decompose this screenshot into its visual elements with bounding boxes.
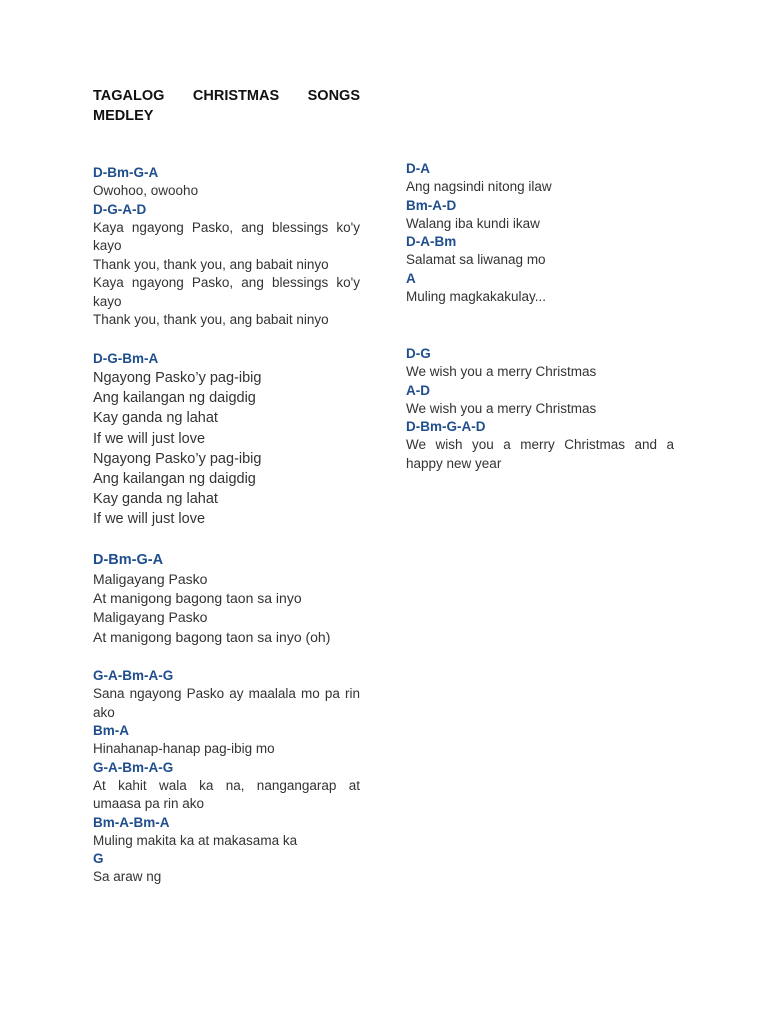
- lyric-line: Hinahanap-hanap pag-ibig mo: [93, 741, 275, 756]
- verse-block: [406, 160, 674, 306]
- chord-line: G-A-Bm-A-G: [93, 668, 174, 683]
- chord-line: Bm-A-D: [406, 197, 457, 213]
- lyric-line: Thank you, thank you, ang babait ninyo: [93, 256, 329, 272]
- chord-line: D-G: [406, 346, 431, 361]
- lyric-line: At kahit wala ka na, nangangarap at umaasa pa rin ako: [93, 777, 360, 811]
- chord-line: Bm-A-Bm-A: [93, 814, 170, 830]
- verse-block: [93, 164, 360, 330]
- lyric-line: We wish you a merry Christmas: [406, 364, 597, 379]
- chord-line: D-Bm-G-A: [93, 165, 159, 180]
- lyric-line: Thank you, thank you, ang babait ninyo: [93, 312, 329, 327]
- lyric-line: Ang nagsindi nitong ilaw: [406, 179, 552, 194]
- verse-block: [93, 667, 360, 887]
- lyric-line: Sa araw ng: [93, 869, 162, 884]
- verse-block: [93, 550, 360, 647]
- chord-line: D-Bm-G-A: [93, 552, 164, 568]
- chord-line: D-G-Bm-A: [93, 351, 159, 366]
- lyric-line: Kay ganda ng lahat: [93, 491, 218, 508]
- lyric-line: We wish you a merry Christmas and a happy new year: [406, 437, 674, 471]
- lyric-line: At manigong bagong taon sa inyo (oh): [93, 628, 331, 645]
- chord-line: D-A-Bm: [406, 234, 457, 249]
- lyric-line: Salamat sa liwanag mo: [406, 252, 546, 267]
- lyric-line: Ang kailangan ng daigdig: [93, 471, 256, 488]
- chord-line: A: [406, 270, 416, 286]
- chord-line: D-A: [406, 161, 430, 176]
- lyric-line: Sana ngayong Pasko ay maalala mo pa rin ako: [93, 686, 360, 720]
- chord-line: G-A-Bm-A-G: [93, 759, 174, 775]
- lyric-line: If we will just love: [93, 430, 206, 447]
- lyric-line: Kay ganda ng lahat: [93, 410, 218, 427]
- lyric-line: At manigong bagong taon sa inyo: [93, 590, 302, 607]
- lyric-line: Ngayong Pasko’y pag-ibig: [93, 370, 262, 386]
- verse-block: [406, 345, 674, 473]
- chord-line: D-G-A-D: [93, 201, 147, 217]
- lyric-line: Walang iba kundi ikaw: [406, 215, 540, 231]
- verse-block: [93, 350, 360, 530]
- chord-line: A-D: [406, 382, 430, 398]
- lyric-line: Muling makita ka at makasama ka: [93, 832, 298, 848]
- chord-line: G: [93, 851, 104, 866]
- document-title: TAGALOG CHRISTMAS SONGS MEDLEY: [93, 88, 360, 124]
- chord-line: Bm-A: [93, 723, 129, 738]
- lyric-line: Maligayang Pasko: [93, 571, 208, 587]
- lyric-line: Owohoo, owooho: [93, 183, 199, 198]
- lyric-line: We wish you a merry Christmas: [406, 400, 597, 416]
- lyric-line: Kaya ngayong Pasko, ang blessings ko'y kayo: [93, 275, 360, 309]
- lyric-line: Muling magkakakulay...: [406, 288, 547, 304]
- lyric-line: Maligayang Pasko: [93, 609, 208, 626]
- lyric-line: If we will just love: [93, 511, 206, 528]
- chord-line: D-Bm-G-A-D: [406, 419, 486, 434]
- lyric-line: Kaya ngayong Pasko, ang blessings ko'y kayo: [93, 219, 360, 253]
- lyric-line: Ngayong Pasko’y pag-ibig: [93, 450, 262, 467]
- lyric-line: Ang kailangan ng daigdig: [93, 390, 256, 407]
